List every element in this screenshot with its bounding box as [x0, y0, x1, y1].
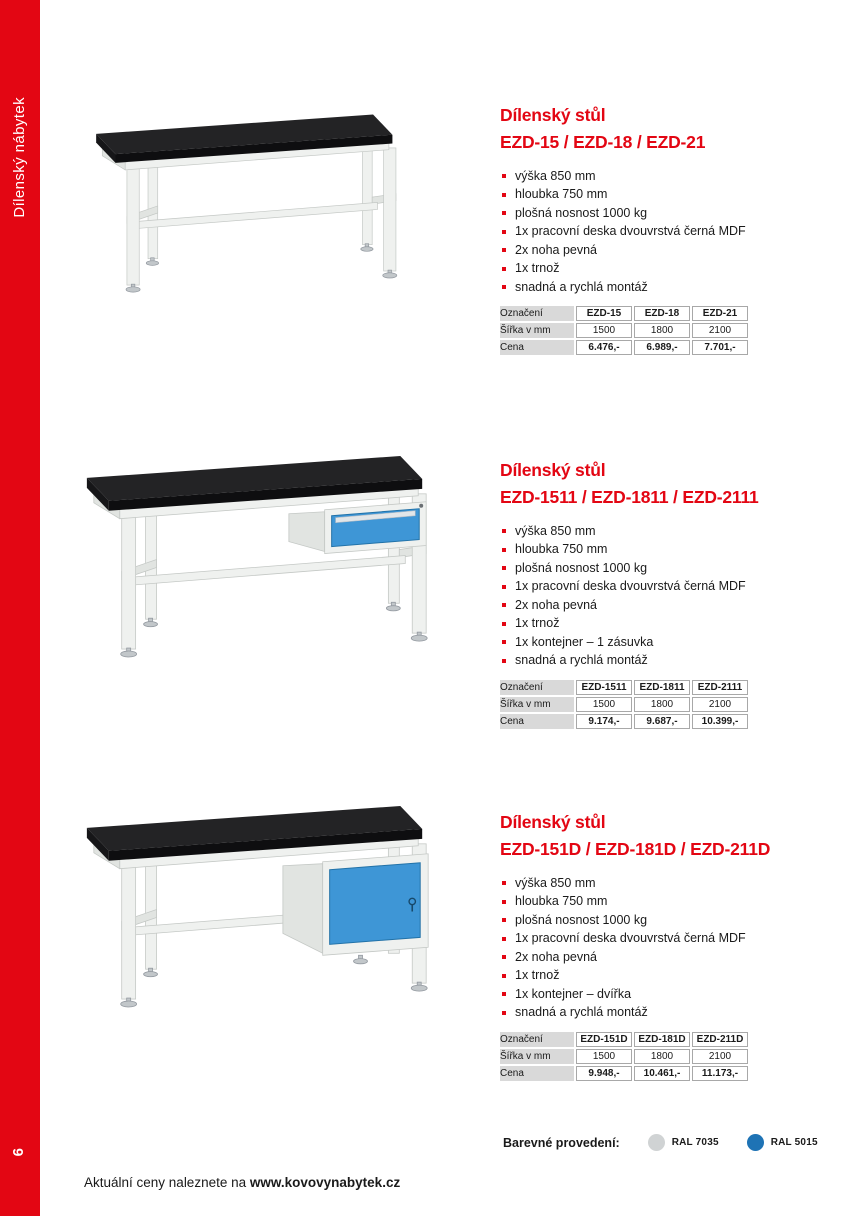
table-label: Označení: [500, 306, 574, 321]
spec-item: výška 850 mm: [500, 522, 845, 541]
spec-item: hloubka 750 mm: [500, 540, 845, 559]
table-row-width: [500, 323, 748, 338]
table-cell: 1500: [576, 697, 632, 712]
spec-item: snadná a rychlá montáž: [500, 651, 845, 670]
spec-item: 1x kontejner – dvířka: [500, 985, 845, 1004]
workbench-photo: [74, 111, 426, 305]
spec-item: 1x trnož: [500, 614, 845, 633]
spec-item: 1x pracovní deska dvouvrstvá černá MDF: [500, 222, 845, 241]
table-cell: EZD-21: [692, 306, 748, 321]
page-number: 6: [10, 1148, 27, 1157]
table-label: Cena: [500, 340, 574, 355]
table-label: Označení: [500, 1032, 574, 1047]
table-row-width: [500, 1049, 748, 1064]
price-table: [498, 678, 750, 731]
price-table: [498, 1030, 750, 1083]
table-cell: EZD-1511: [576, 680, 632, 695]
table-row-models: [500, 680, 748, 695]
bench-feet: [121, 968, 427, 1007]
table-cell: 11.173,-: [692, 1066, 748, 1081]
table-cell: 10.461,-: [634, 1066, 690, 1081]
table-cell: 9.948,-: [576, 1066, 632, 1081]
spec-item: 2x noha pevná: [500, 241, 845, 260]
table-cell: 9.687,-: [634, 714, 690, 729]
color-options-label: Barevné provedení:: [503, 1135, 620, 1150]
table-cell: EZD-1811: [634, 680, 690, 695]
bench-stretcher: [129, 556, 406, 586]
table-cell: EZD-211D: [692, 1032, 748, 1047]
product-info: [500, 95, 845, 357]
cabinet-door: [330, 863, 421, 945]
spec-item: 1x kontejner – 1 zásuvka: [500, 633, 845, 652]
spec-item: snadná a rychlá montáž: [500, 1003, 845, 1022]
workbench-illustration-drawer: [62, 452, 460, 666]
table-cell: 2100: [692, 697, 748, 712]
table-cell: 1800: [634, 697, 690, 712]
table-row-models: [500, 1032, 748, 1047]
product-info: [500, 450, 845, 731]
table-cell: 6.989,-: [634, 340, 690, 355]
bench-feet: [121, 602, 427, 657]
table-cell: EZD-151D: [576, 1032, 632, 1047]
ral-7035-label: RAL 7035: [671, 1137, 719, 1148]
product-title: Dílenský stůl: [500, 105, 606, 125]
spec-list: [500, 874, 845, 1022]
workbench-photo: [62, 802, 460, 1021]
bench-feet: [126, 244, 397, 292]
spec-item: výška 850 mm: [500, 874, 845, 893]
table-cell: 2100: [692, 323, 748, 338]
drawer-container: [289, 502, 426, 554]
table-cell: 2100: [692, 1049, 748, 1064]
workbench-illustration-basic: [74, 111, 426, 300]
product-models: EZD-15 / EZD-18 / EZD-21: [500, 131, 706, 152]
table-cell: 9.174,-: [576, 714, 632, 729]
table-row-price: [500, 340, 748, 355]
sidebar-category-label: Dílenský nábytek: [11, 97, 28, 218]
product-title: Dílenský stůl: [500, 460, 606, 480]
spec-item: 2x noha pevná: [500, 948, 845, 967]
table-label: Šířka v mm: [500, 697, 574, 712]
spec-list: [500, 522, 845, 670]
product-models: EZD-151D / EZD-181D / EZD-211D: [500, 838, 771, 859]
price-table: [498, 304, 750, 357]
spec-item: 1x trnož: [500, 259, 845, 278]
spec-item: plošná nosnost 1000 kg: [500, 559, 845, 578]
workbench-photo: [62, 452, 460, 671]
spec-list: [500, 167, 845, 297]
table-row-width: [500, 697, 748, 712]
spec-item: 2x noha pevná: [500, 596, 845, 615]
footer-text: Aktuální ceny naleznete na: [84, 1175, 247, 1190]
table-cell: 7.701,-: [692, 340, 748, 355]
footer-website-link[interactable]: www.kovovynabytek.cz: [249, 1175, 401, 1190]
spec-item: 1x trnož: [500, 966, 845, 985]
footer-note: [84, 1175, 400, 1190]
table-cell: 1800: [634, 323, 690, 338]
table-cell: EZD-2111: [692, 680, 748, 695]
table-label: Šířka v mm: [500, 1049, 574, 1064]
table-label: Cena: [500, 1066, 574, 1081]
spec-item: hloubka 750 mm: [500, 185, 845, 204]
table-cell: 6.476,-: [576, 340, 632, 355]
ral-5015-label: RAL 5015: [770, 1137, 818, 1148]
drawer-lock: [419, 504, 423, 508]
table-cell: EZD-181D: [634, 1032, 690, 1047]
table-cell: EZD-15: [576, 306, 632, 321]
table-row-price: [500, 1066, 748, 1081]
spec-item: 1x pracovní deska dvouvrstvá černá MDF: [500, 929, 845, 948]
color-options: [503, 1134, 818, 1151]
spec-item: výška 850 mm: [500, 167, 845, 186]
spec-item: 1x pracovní deska dvouvrstvá černá MDF: [500, 577, 845, 596]
table-cell: 1500: [576, 323, 632, 338]
product-title: Dílenský stůl: [500, 812, 606, 832]
table-label: Šířka v mm: [500, 323, 574, 338]
spec-item: plošná nosnost 1000 kg: [500, 911, 845, 930]
spec-item: plošná nosnost 1000 kg: [500, 204, 845, 223]
spec-item: hloubka 750 mm: [500, 892, 845, 911]
ral-7035-swatch-icon: [648, 1134, 665, 1151]
table-label: Označení: [500, 680, 574, 695]
product-info: [500, 802, 845, 1083]
table-cell: 1500: [576, 1049, 632, 1064]
table-row-models: [500, 306, 748, 321]
cabinet-foot: [354, 959, 368, 964]
table-cell: 10.399,-: [692, 714, 748, 729]
spec-item: snadná a rychlá montáž: [500, 278, 845, 297]
ral-5015-swatch-icon: [747, 1134, 764, 1151]
table-label: Cena: [500, 714, 574, 729]
bench-stretcher: [133, 202, 377, 228]
table-row-price: [500, 714, 748, 729]
table-cell: EZD-18: [634, 306, 690, 321]
table-cell: 1800: [634, 1049, 690, 1064]
cabinet-container: [283, 854, 428, 964]
workbench-illustration-cabinet: [62, 802, 460, 1016]
product-models: EZD-1511 / EZD-1811 / EZD-2111: [500, 486, 759, 507]
